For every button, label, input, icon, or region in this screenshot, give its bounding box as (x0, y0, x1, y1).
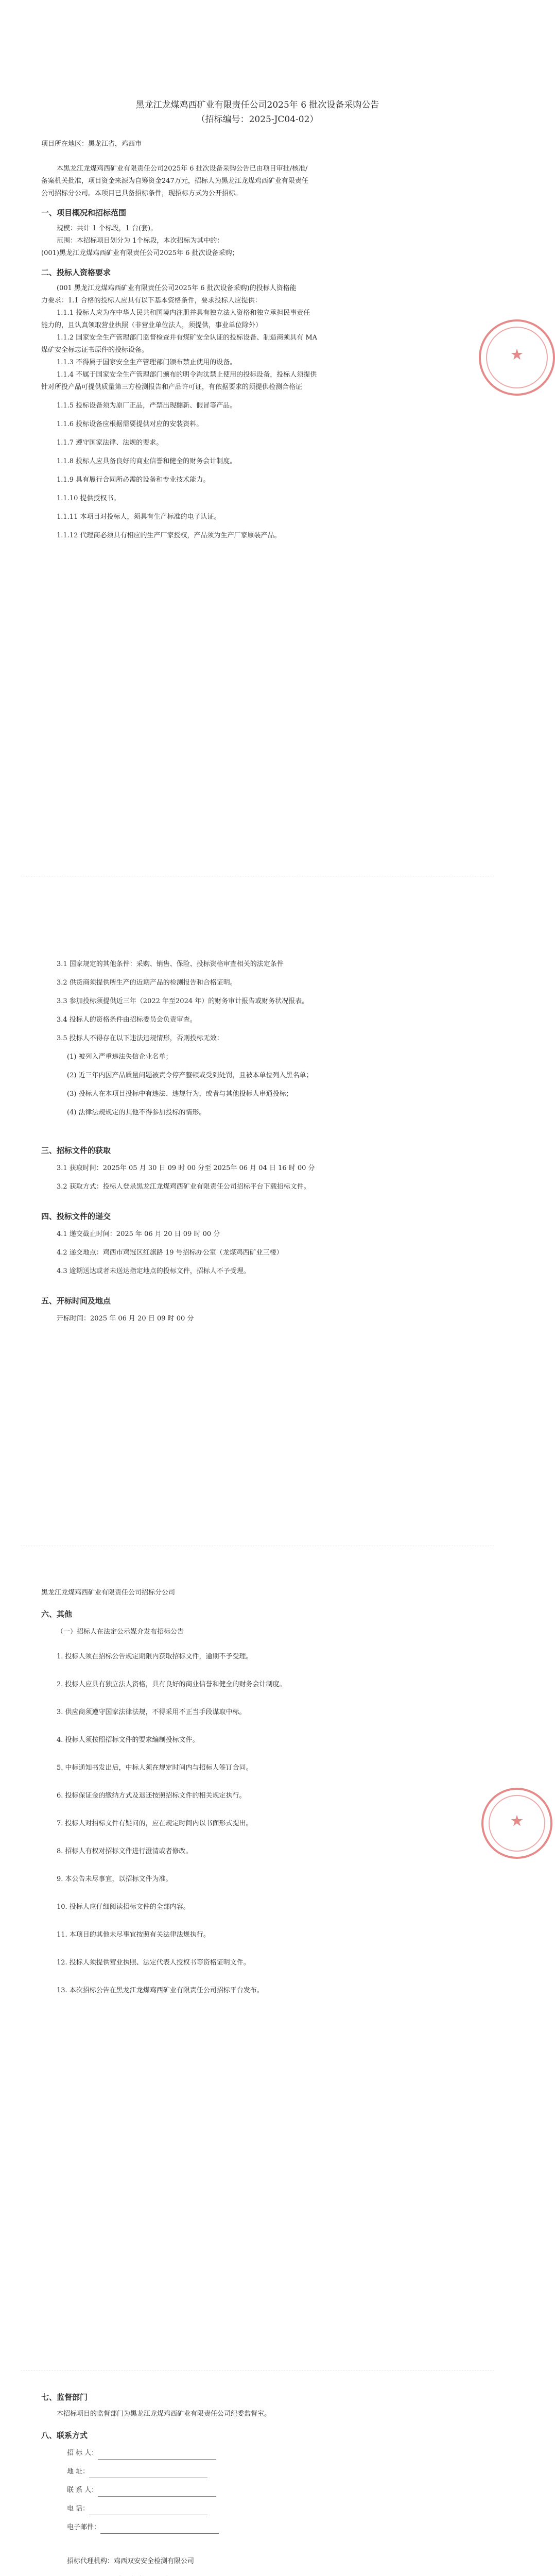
contact-row (67, 2484, 216, 2497)
other-line: 8. 招标人有权对招标文件进行澄清或者修改。 (57, 1848, 193, 1855)
section-heading: 六、其他 (41, 1609, 73, 1619)
fill-line (98, 2450, 216, 2460)
agent-row (67, 2555, 194, 2568)
page-2 (0, 876, 515, 1546)
qualification-line: 能力的，且认真领取营业执照（非营业单位法人，须提供，事业单位除外） (41, 321, 263, 329)
supervision-line: 本招标项目的监督部门为黑龙江龙煤鸡西矿业有限责任公司纪委监督室。 (57, 2410, 271, 2418)
section-heading: 三、招标文件的获取 (41, 1146, 111, 1155)
page-header: 黑龙江龙煤鸡西矿业有限责任公司招标分公司 (41, 1589, 176, 1597)
qualification-line: 1.1.6 投标设备应根据需要提供对应的安装资料。 (57, 420, 203, 428)
other-line: 2. 投标人应具有独立法人资格，具有良好的商业信誉和健全的财务会计制度。 (57, 1681, 286, 1688)
scope-line: (001)黑龙江龙煤鸡西矿业有限责任公司2025年 6 批次设备采购； (41, 249, 239, 257)
contact-label: 电子邮件： (67, 2523, 101, 2531)
agent-row (67, 2574, 196, 2576)
qualification-line: 1.1.5 投标设备须为原厂正品，严禁出现翻新、假冒等产品。 (57, 402, 237, 410)
intro-line: 公司招标分公司。本项目已具备招标条件，现招标方式为公开招标。 (41, 190, 242, 197)
other-line: 4. 投标人须按照招标文件的要求编制投标文件。 (57, 1736, 199, 1744)
other-line: 11. 本项目的其他未尽事宜按照有关法律法规执行。 (57, 1931, 210, 1939)
agent-value: 鸡西双安安全检测有限公司 (114, 2557, 195, 2565)
qualification-line: 1.1.11 本项目对投标人，须具有生产标准的电子认证。 (57, 513, 221, 521)
requirement-line: 3.1 国家规定的其他条件：采购、销售、保险、投标资格审查相关的法定条件 (57, 960, 284, 968)
qualification-line: (001 黑龙江龙煤鸡西矿业有限责任公司2025年 6 批次设备采购)的投标人资格能 (57, 284, 297, 292)
company-seal-edge: ★ (479, 319, 555, 396)
section-heading: 七、监督部门 (41, 2393, 88, 2402)
qualification-line: 1.1.10 提供授权书。 (57, 495, 120, 502)
contact-label: 招 标 人： (67, 2449, 98, 2457)
fill-line (98, 2487, 216, 2497)
other-line: 9. 本公告未尽事宜，以招标文件为准。 (57, 1875, 172, 1883)
submission-line: 4.3 逾期送达或者未送达指定地点的投标文件，招标人不予受理。 (57, 1267, 250, 1275)
qualification-line: 1.1.8 投标人应具备良好的商业信誉和健全的财务会计制度。 (57, 457, 237, 465)
other-line: 12. 投标人须提供营业执照、法定代表人授权书等资格证明文件。 (57, 1959, 250, 1967)
document-line: 3.1 获取时间：2025年 05 月 30 日 09 时 00 分至 2025年 06 月 04 日 16 时 00 分 (57, 1164, 315, 1172)
other-line: 5. 中标通知书发出后，中标人须在规定时间内与招标人签订合同。 (57, 1764, 253, 1772)
qualification-line: 针对所投产品可提供质量第三方检测报告和产品许可证，有依据要求的须提供检测合格证 (41, 383, 303, 391)
contact-label: 联 系 人： (67, 2486, 98, 2494)
page-1 (0, 0, 523, 876)
qualification-line: 1.1.9 具有履行合同所必需的设备和专业技术能力。 (57, 476, 210, 484)
other-line: 7. 投标人对招标文件有疑问的，应在规定时间内以书面形式提出。 (57, 1820, 253, 1827)
other-line: 10. 投标人应仔细阅读招标文件的全部内容。 (57, 1903, 190, 1911)
other-subheading: （一）招标人在法定公示媒介发布招标公告 (57, 1628, 184, 1636)
section-heading: 二、投标人资格要求 (41, 268, 111, 277)
company-seal-edge: ★ (481, 1788, 552, 1859)
scope-line: 范围：本招标项目划分为 1个标段，本次招标为其中的： (57, 237, 224, 245)
fill-line (100, 2524, 219, 2534)
bid-code: （招标编号：2025-JC04-02） (196, 114, 319, 125)
requirement-line: 3.5 投标人不得存在以下违法违规情形，否则投标无效： (57, 1035, 223, 1042)
qualification-line: 力要求：1.1 合格的投标人应具有以下基本资格条件，要求投标人应提供： (41, 297, 262, 304)
other-line: 6. 投标保证金的缴纳方式及退还按照招标文件的相关规定执行。 (57, 1792, 246, 1800)
qualification-line: 1.1.3 不得属于国家安全生产管理部门颁布禁止使用的设备。 (57, 359, 237, 366)
qualification-line: 1.1.12 代理商必须具有相应的生产厂家授权，产品须为生产厂家原装产品。 (57, 532, 281, 539)
agent-label: 招标代理机构： (67, 2557, 114, 2565)
announcement-title: 黑龙江龙煤鸡西矿业有限责任公司2025年 6 批次设备采购公告 (135, 100, 379, 110)
intro-line: 本黑龙江龙煤鸡西矿业有限责任公司2025年 6 批次设备采购公告已由项目审批/核准/ (57, 165, 308, 173)
section-heading: 四、投标文件的递交 (41, 1212, 111, 1221)
contact-row (67, 2503, 207, 2515)
contact-row (67, 2466, 207, 2478)
opening-line: 开标时间：2025 年 06 月 20 日 09 时 00 分 (57, 1315, 194, 1323)
page-4 (0, 2370, 515, 2576)
other-line: 1. 投标人须在招标公告规定期限内获取招标文件，逾期不予受理。 (57, 1653, 253, 1660)
requirement-line: 3.4 投标人的资格条件由招标委员会负责审查。 (57, 1016, 197, 1024)
contact-row (67, 2447, 216, 2460)
requirement-line: (2) 近三年内因产品质量问题被责令停产整顿或受到处罚，且被本单位列入黑名单； (67, 1072, 313, 1079)
requirement-line: (1) 被列入严重违法失信企业名单； (67, 1053, 172, 1061)
page-3 (0, 1546, 523, 2370)
qualification-line: 煤矿安全标志证书原件的投标设备。 (41, 346, 149, 354)
fill-line (89, 2505, 207, 2515)
qualification-line: 1.1.7 遵守国家法律、法规的要求。 (57, 439, 163, 447)
qualification-line: 1.1.4 不属于国家安全生产管理部门颁布的明令淘汰禁止使用的投标设备，投标人须提供 (57, 371, 317, 379)
intro-line: 备案机关批准，项目资金来源为自筹资金247万元，招标人为黑龙江龙煤鸡西矿业有限责任 (41, 177, 308, 185)
contact-label: 电 话： (67, 2505, 90, 2513)
contact-row (67, 2521, 219, 2534)
section-heading: 五、开标时间及地点 (41, 1296, 111, 1306)
project-location: 项目所在地区：黑龙江省，鸡西市 (41, 140, 142, 148)
requirement-line: 3.2 供货商须提供所生产的近期产品的检测报告和合格证明。 (57, 979, 237, 987)
section-heading: 八、联系方式 (41, 2431, 88, 2440)
scope-line: 规模：共计 1 个标段，1 台(套)。 (57, 225, 158, 232)
qualification-line: 1.1.1 投标人应为在中华人民共和国境内注册并具有独立法人资格和独立承担民事责任 (57, 309, 310, 317)
fill-line (89, 2468, 207, 2478)
other-line: 13. 本次招标公告在黑龙江龙煤鸡西矿业有限责任公司招标平台发布。 (57, 1987, 264, 1994)
requirement-line: (3) 投标人在本项目投标中有违法、违规行为，或者与其他投标人串通投标； (67, 1090, 293, 1098)
requirement-line: 3.3 参加投标须提供近三年（2022 年至2024 年）的财务审计报告或财务状况报表。 (57, 997, 309, 1005)
other-line: 3. 供应商须遵守国家法律法规，不得采用不正当手段谋取中标。 (57, 1708, 246, 1716)
document-line: 3.2 获取方式：投标人登录黑龙江龙煤鸡西矿业有限责任公司招标平台下载招标文件。 (57, 1183, 310, 1191)
contact-label: 地 址： (67, 2468, 90, 2476)
qualification-line: 1.1.2 国家安全生产管理部门监督检查并有煤矿安全认证的投标设备、制造商须具有 MA (57, 334, 318, 342)
submission-line: 4.1 递交截止时间：2025 年 06 月 20 日 09 时 00 分 (57, 1230, 220, 1238)
section-heading: 一、项目概况和招标范围 (41, 208, 127, 217)
submission-line: 4.2 递交地点：鸡西市鸡冠区红旗路 19 号招标办公室（龙煤鸡西矿业三楼） (57, 1249, 283, 1257)
requirement-line: (4) 法律法规规定的其他不得参加投标的情形。 (67, 1109, 206, 1116)
